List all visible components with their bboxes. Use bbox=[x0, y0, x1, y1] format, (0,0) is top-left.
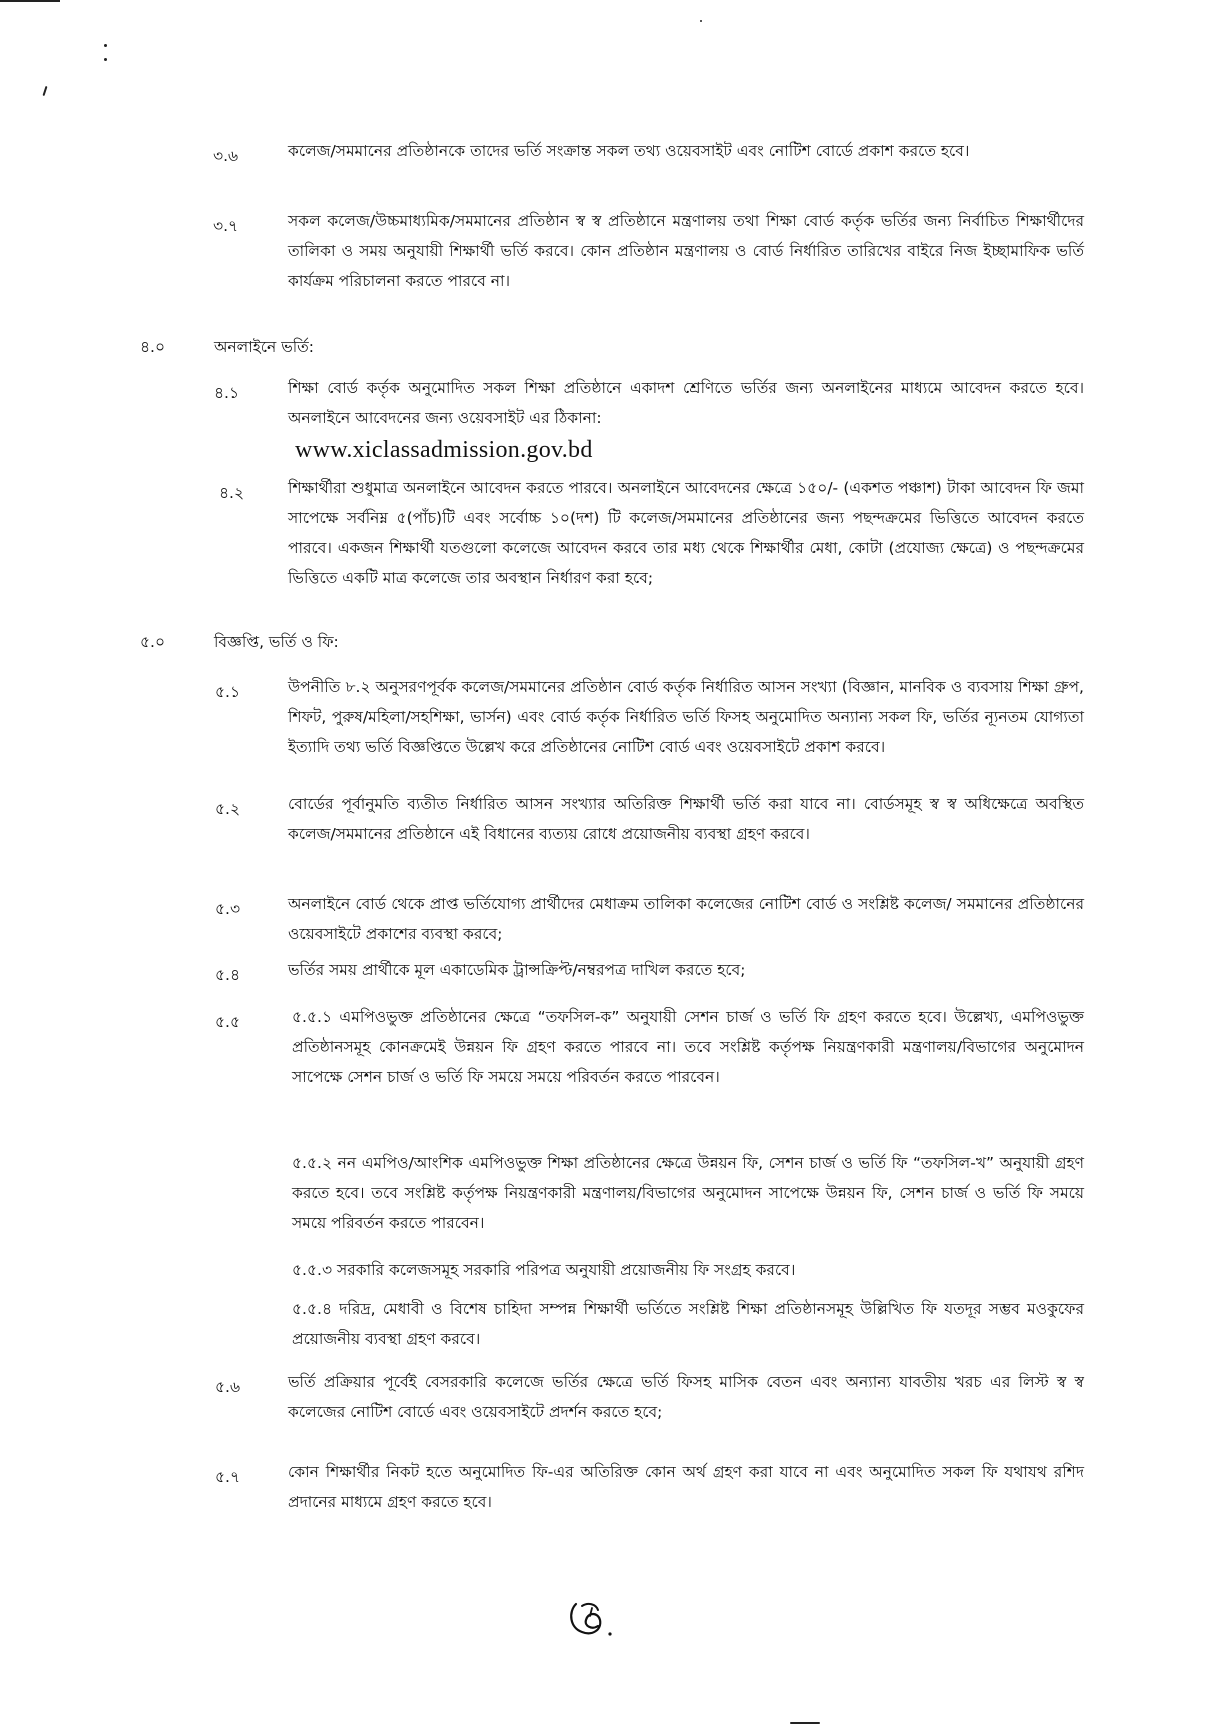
section-number: ৩.৬ bbox=[213, 147, 239, 165]
section-number: ৫.৫ bbox=[215, 1013, 241, 1031]
subsection-text: ৫.৫.১ এমপিওভুক্ত প্রতিষ্ঠানের ক্ষেত্রে “তফসিল-ক” অনুযায়ী সেশন চার্জ ও ভর্তি ফি গ্রহণ করতে হবে। উল্লেখ্য, এমপিওভুক্ত প্রতিষ্ঠানসমূহ কোনক্রমেই উন্নয়ন ফি গ্রহণ করতে পারবে না। তবে সংশ্লিষ্ট কর্তৃপক্ষ নিয়ন্ত্রণকারী মন্ত্রণালয়/বিভাগের অনুমোদন সাপেক্ষে সেশন চার্জ ও ভর্তি ফি সময়ে সময়ে পরিবর্তন করতে পারবেন। bbox=[292, 1008, 1084, 1086]
scan-speck bbox=[104, 44, 107, 47]
section-heading: বিজ্ঞপ্তি, ভর্তি ও ফি: bbox=[214, 633, 339, 651]
section-number: ৫.১ bbox=[215, 683, 241, 701]
section-text: শিক্ষার্থীরা শুধুমাত্র অনলাইনে আবেদন করতে পারবে। অনলাইনে আবেদনের ক্ষেত্রে ১৫০/- (একশত পঞ্চাশ) টাকা আবেদন ফি জমা সাপেক্ষে সর্বনিম্ন ৫(পাঁচ)টি এবং সর্বোচ্চ ১০(দশ) টি কলেজ/সমমানের প্রতিষ্ঠানের জন্য পছন্দক্রমের ভিত্তিতে আবেদন করতে পারবে। একজন শিক্ষার্থী যতগুলো কলেজে আবেদন করবে তার মধ্য থেকে শিক্ষার্থীর মেধা, কোটা (প্রযোজ্য ক্ষেত্রে) ও পছন্দক্রমের ভিত্তিতে একটি মাত্র কলেজে তার অবস্থান নির্ধারণ করা হবে; bbox=[288, 479, 1084, 587]
section-text: উপনীতি ৮.২ অনুসরণপূর্বক কলেজ/সমমানের প্রতিষ্ঠান বোর্ড কর্তৃক নির্ধারিত আসন সংখ্যা (বিজ্ঞান, মানবিক ও ব্যবসায় শিক্ষা গ্রুপ, শিফট, পুরুষ/মহিলা/সহশিক্ষা, ভার্সন) এবং বোর্ড কর্তৃক নির্ধারিত ভর্তি ফিসহ অনুমোদিত অন্যান্য সকল ফি, ভর্তির ন্যূনতম যোগ্যতা ইত্যাদি তথ্য ভর্তি বিজ্ঞপ্তিতে উল্লেখ করে প্রতিষ্ঠানের নোটিশ বোর্ড এবং ওয়েবসাইটে প্রকাশ করবে। bbox=[288, 678, 1084, 756]
scan-speck bbox=[700, 20, 702, 22]
admission-website-url[interactable]: www.xiclassadmission.gov.bd bbox=[295, 437, 593, 463]
section-number: ৫.৪ bbox=[215, 966, 241, 984]
section-number: ৫.৬ bbox=[215, 1378, 241, 1396]
section-number: ৩.৭ bbox=[213, 217, 239, 235]
section-text: বোর্ডের পূর্বানুমতি ব্যতীত নির্ধারিত আসন সংখ্যার অতিরিক্ত শিক্ষার্থী ভর্তি করা যাবে না। বোর্ডসমূহ স্ব স্ব অধিক্ষেত্রে অবস্থিত কলেজ/সমমানের প্রতিষ্ঠানে এই বিধানের ব্যত্যয় রোধে প্রয়োজনীয় ব্যবস্থা গ্রহণ করবে। bbox=[288, 795, 1084, 843]
section-text: শিক্ষা বোর্ড কর্তৃক অনুমোদিত সকল শিক্ষা প্রতিষ্ঠানে একাদশ শ্রেণিতে ভর্তির জন্য অনলাইনের মাধ্যমে আবেদন করতে হবে। অনলাইনে আবেদনের জন্য ওয়েবসাইট এর ঠিকানা: bbox=[288, 379, 1084, 427]
section-number: ৫.০ bbox=[140, 633, 166, 651]
subsection-text: ৫.৫.৪ দরিদ্র, মেধাবী ও বিশেষ চাহিদা সম্পন্ন শিক্ষার্থী ভর্তিতে সংশ্লিষ্ট শিক্ষা প্রতিষ্ঠানসমূহ উল্লিখিত ফি যতদূর সম্ভব মওকুফের প্রয়োজনীয় ব্যবস্থা গ্রহণ করবে। bbox=[292, 1300, 1084, 1348]
section-number: ৫.৩ bbox=[215, 900, 241, 918]
scan-speck bbox=[790, 1722, 820, 1724]
scan-speck bbox=[104, 58, 107, 61]
section-text: কোন শিক্ষার্থীর নিকট হতে অনুমোদিত ফি-এর অতিরিক্ত কোন অর্থ গ্রহণ করা যাবে না এবং অনুমোদিত সকল ফি যথাযথ রশিদ প্রদানের মাধ্যমে গ্রহণ করতে হবে। bbox=[288, 1463, 1084, 1511]
subsection-text: ৫.৫.৩ সরকারি কলেজসমূহ সরকারি পরিপত্র অনুযায়ী প্রয়োজনীয় ফি সংগ্রহ করবে। bbox=[292, 1261, 796, 1279]
subsection-text: ৫.৫.২ নন এমপিও/আংশিক এমপিওভুক্ত শিক্ষা প্রতিষ্ঠানের ক্ষেত্রে উন্নয়ন ফি, সেশন চার্জ ও ভর্তি ফি “তফসিল-খ” অনুযায়ী গ্রহণ করতে হবে। তবে সংশ্লিষ্ট কর্তৃপক্ষ নিয়ন্ত্রণকারী মন্ত্রণালয়/বিভাগের অনুমোদন সাপেক্ষে উন্নয়ন ফি, সেশন চার্জ ও ভর্তি ফি সময়ে সময়ে পরিবর্তন করতে পারবেন। bbox=[292, 1154, 1084, 1232]
section-body bbox=[288, 373, 1084, 465]
section-number: ৫.৭ bbox=[215, 1468, 241, 1486]
section-text: সকল কলেজ/উচ্চমাধ্যমিক/সমমানের প্রতিষ্ঠান স্ব স্ব প্রতিষ্ঠানে মন্ত্রণালয় তথা শিক্ষা বোর্ড কর্তৃক ভর্তির জন্য নির্বাচিত শিক্ষার্থীদের তালিকা ও সময় অনুযায়ী শিক্ষার্থী ভর্তি করবে। কোন প্রতিষ্ঠান মন্ত্রণালয় ও বোর্ড নির্ধারিত তারিখের বাইরে নিজ ইচ্ছামাফিক ভর্তি কার্যক্রম পরিচালনা করতে পারবে না। bbox=[288, 212, 1084, 290]
handwritten-initial-icon bbox=[562, 1594, 622, 1642]
section-text: কলেজ/সমমানের প্রতিষ্ঠানকে তাদের ভর্তি সংক্রান্ত সকল তথ্য ওয়েবসাইট এবং নোটিশ বোর্ডে প্রকাশ করতে হবে। bbox=[288, 142, 970, 160]
section-heading: অনলাইনে ভর্তি: bbox=[214, 338, 315, 356]
section-number: ৪.২ bbox=[219, 484, 245, 502]
section-text: ভর্তি প্রক্রিয়ার পূর্বেই বেসরকারি কলেজে ভর্তির ক্ষেত্রে ভর্তি ফিসহ মাসিক বেতন এবং অন্যান্য যাবতীয় খরচ এর লিস্ট স্ব স্ব কলেজের নোটিশ বোর্ডে এবং ওয়েবসাইটে প্রদর্শন করতে হবে; bbox=[288, 1373, 1084, 1421]
section-text: ভর্তির সময় প্রার্থীকে মূল একাডেমিক ট্রান্সক্রিপ্ট/নম্বরপত্র দাখিল করতে হবে; bbox=[288, 961, 746, 979]
scan-speck bbox=[0, 0, 60, 2]
section-number: ৪.০ bbox=[140, 338, 166, 356]
section-text: অনলাইনে বোর্ড থেকে প্রাপ্ত ভর্তিযোগ্য প্রার্থীদের মেধাক্রম তালিকা কলেজের নোটিশ বোর্ড ও সংশ্লিষ্ট কলেজ/ সমমানের প্রতিষ্ঠানের ওয়েবসাইটে প্রকাশের ব্যবস্থা করবে; bbox=[288, 895, 1084, 943]
section-number: ৪.১ bbox=[214, 384, 240, 402]
section-number: ৫.২ bbox=[215, 800, 241, 818]
scan-speck bbox=[43, 86, 48, 96]
